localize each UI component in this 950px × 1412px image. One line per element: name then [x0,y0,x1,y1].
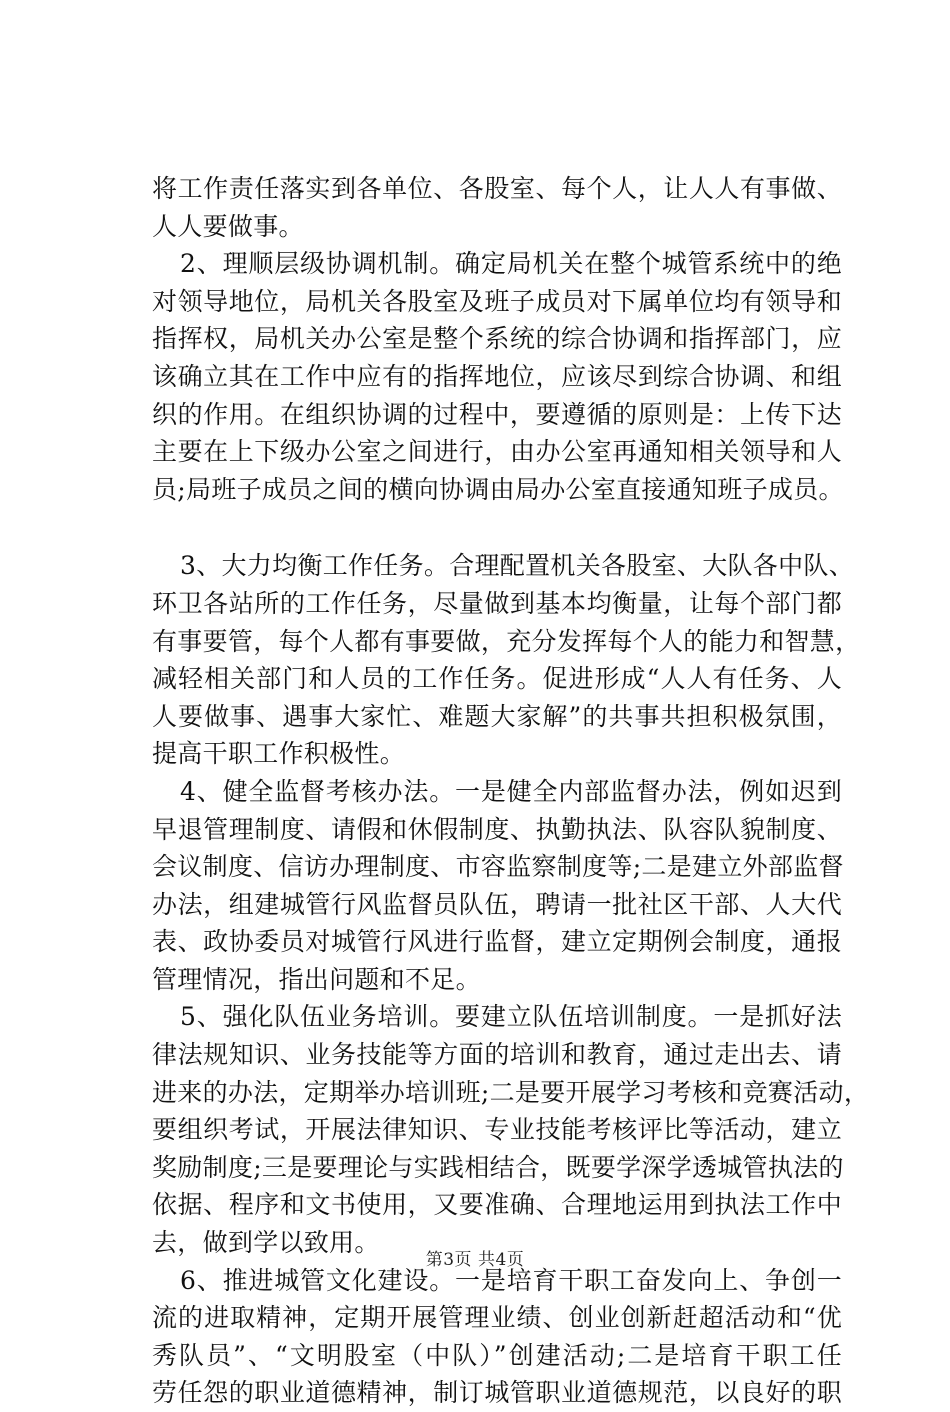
text-line: 律法规知识、业务技能等方面的培训和教育，通过走出去、请 [152,1040,842,1070]
text-line: 织的作用。在组织协调的过程中，要遵循的原则是：上传下达 [152,399,842,429]
text-line: 人人要做事。 [152,211,304,241]
text-line: 对领导地位，局机关各股室及班子成员对下属单位均有领导和 [152,286,842,316]
paragraph-gap [152,508,842,547]
text-line: 环卫各站所的工作任务，尽量做到基本均衡量，让每个部门都 [152,588,842,618]
text-line: 2、理顺层级协调机制。确定局机关在整个城管系统中的绝 [180,249,842,279]
text-line: 有事要管，每个人都有事要做，充分发挥每个人的能力和智慧， [152,626,861,656]
text-line: 4、健全监督考核办法。一是健全内部监督办法，例如迟到 [180,776,842,806]
paragraph [152,773,842,999]
document-body [152,170,870,1412]
text-line: 表、政协委员对城管行风进行监督，建立定期例会制度，通报 [152,927,842,957]
text-line: 劳任怨的职业道德精神，制订城管职业道德规范，以良好的职 [152,1378,842,1408]
page-footer: 第3页 共4页 [425,1250,525,1270]
paragraph [152,998,870,1261]
text-line: 去，做到学以致用。 [152,1228,380,1258]
text-line: 主要在上下级办公室之间进行，由办公室再通知相关领导和人 [152,437,842,467]
paragraph [152,245,842,508]
text-line: 员;局班子成员之间的横向协调由局办公室直接通知班子成员。 [152,474,844,504]
paragraph [152,547,861,773]
text-line: 秀队员”、“文明股室（中队）”创建活动;二是培育干职工任 [152,1340,842,1370]
text-line: 6、推进城管文化建设。一是培育干职工奋发向上、争创一 [180,1265,842,1295]
text-line: 管理情况，指出问题和不足。 [152,964,481,994]
text-line: 要组织考试，开展法律知识、专业技能考核评比等活动，建立 [152,1115,842,1145]
paragraph [152,170,842,245]
text-line: 办法，组建城管行风监督员队伍，聘请一批社区干部、人大代 [152,889,842,919]
text-line: 将工作责任落实到各单位、各股室、每个人，让人人有事做、 [152,174,842,203]
paragraph [152,1262,842,1412]
text-line: 依据、程序和文书使用，又要准确、合理地运用到执法工作中 [152,1190,842,1220]
text-line: 该确立其在工作中应有的指挥地位，应该尽到综合协调、和组 [152,361,842,391]
text-line: 早退管理制度、请假和休假制度、执勤执法、队容队貌制度、 [152,814,842,844]
text-line: 进来的办法，定期举办培训班;二是要开展学习考核和竞赛活动， [152,1077,870,1107]
text-line: 提高干职工作积极性。 [152,739,406,769]
text-line: 3、大力均衡工作任务。合理配置机关各股室、大队各中队、 [180,551,855,581]
text-line: 5、强化队伍业务培训。要建立队伍培训制度。一是抓好法 [180,1002,842,1032]
text-line: 会议制度、信访办理制度、市容监察制度等;二是建立外部监督 [152,852,844,882]
text-line: 指挥权，局机关办公室是整个系统的综合协调和指挥部门，应 [152,324,842,354]
text-line: 人要做事、遇事大家忙、难题大家解”的共事共担积极氛围， [152,701,842,731]
text-line: 减轻相关部门和人员的工作任务。促进形成“人人有任务、人 [152,664,842,694]
text-line: 奖励制度;三是要理论与实践相结合，既要学深学透城管执法的 [152,1152,844,1182]
text-line: 流的进取精神，定期开展管理业绩、创业创新赶超活动和“优 [152,1303,842,1333]
